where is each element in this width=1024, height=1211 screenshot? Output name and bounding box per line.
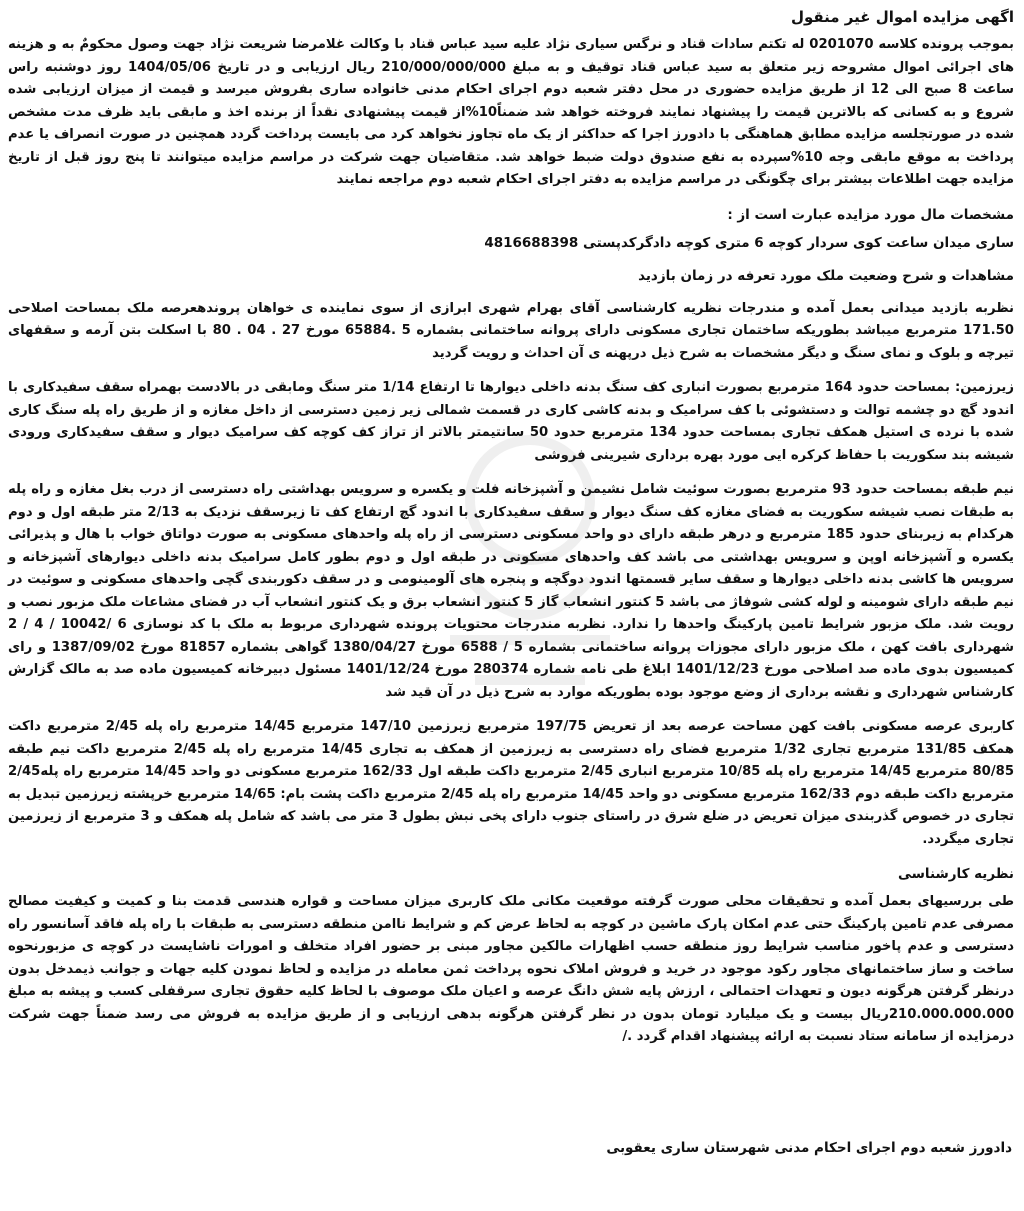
- expert-opinion-paragraph: طی بررسیهای بعمل آمده و تحقیقات محلی صورت گرفته موقعیت مکانی ملک کاربری میزان مساحت و قواره هندسی قدمت بنا و کمیت و کیفیت مصالح مصرفی عدم تامین پارکینگ حتی عدم امکان پارک ماشین در کوچه به لحاظ عرض کم و شرایط ناامن منطقه دسترسی به طبقات با راه پله فاقد آسانسور راه دسترسی و عدم پاخور مناسب شرایط روز منطقه حسب اظهارات مالکین مجاور مبنی بر حضور افراد متخلف و امورات ناشایست در کوچه ی مزبورنحوه ساخت و ساز ساختمانهای مجاور رکود موجود در خرید و فروش املاک نحوه پرداخت ثمن معامله در مزایده و لحاظ نمودن کلیه جهات و جوانب ذیمدخل بدون درنظر گرفتن هرگونه دیون و تعهدات احتمالی ، ارزش پایه شش دانگ عرصه و اعیان ملک موصوف با لحاظ کلیه حقوق تجاری سرقفلی کسب و پیشه به مبلغ 210.000.000.000ریال بیست و یک میلیارد تومان بدون در نظر گرفتن هرگونه بدهی ارزیابی و از طریق مزایده به فروش می رسد ضمناً جهت شرکت درمزایده از سامانه ستاد نسبت به ارائه پیشنهاد اقدام گردد ./: [8, 894, 1014, 1044]
- notice-intro-paragraph: بموجب پرونده کلاسه 0201070 له تکتم سادات قناد و نرگس سیاری نژاد علیه سید عباس قناد با وکالت غلامرضا شریعت نژاد جهت وصول محکومٌ به و هزینه های اجرائی اموال مشروحه زیر متعلق به سید عباس قناد توقیف و به مبلغ 210/000/000/000 ریال ارزیابی و در تاریخ 1404/05/06 روز دوشنبه راس ساعت 8 صبح الی 12 از طریق مزایده حضوری در محل دفتر شعبه دوم اجرای احکام مدنی خانواده ساری بفروش میرسد و قیمت از میزان ارزیابی شده شروع و به کسانی که بالاترین قیمت را پیشنهاد نمایند فروخته خواهد شد ضمناً10%از قیمت پیشنهادی نقداً از برنده اخذ و مابقی باید ظرف مدت مشخص شده در صورتجلسه مزایده مطابق هماهنگی با دادورز اجرا که حداکثر از یک ماه تجاوز نخواهد کرد می بایست پرداخت گردد همچنین در صورت انصراف یا عدم پرداخت به موقع مابقی وجه 10%سپرده به نفع صندوق دولت ضبط خواهد شد. متقاضیان جهت شرکت در مراسم مزایده میتوانند تا پنج روز قبل از تاریخ مزایده جهت اطلاعات بیشتر برای چگونگی در مراسم مزایده به دفتر اجرای احکام شعبه دوم مراجعه نمایند: [8, 37, 1015, 187]
- visit-intro-paragraph: نظربه بازدید میدانی بعمل آمده و مندرجات نظریه کارشناسی آقای بهرام شهری ابرازی از سوی نماینده ی خواهان پروندهعرصه ملک بمساحت اصلاحی 171.50 مترمربع میباشد بطوریکه ساختمان تجاری مسکونی دارای پروانه ساختمانی بشماره 5 .65884 مورخ 27 . 04 . 80 با اسکلت بتن آرمه و سقفهای تیرچه و بلوک و نمای سنگ و دیگر مشخصات به شرح ذیل درپهنه ی آن احداث و رویت گردید: [8, 300, 1014, 361]
- mezzanine-paragraph: نیم طبقه بمساحت حدود 93 مترمربع بصورت سوئیت شامل نشیمن و آشپزخانه فلت و یکسره و سرویس بهداشتی راه دسترسی از درب بغل مغازه و راه پله به طبقات نصب شیشه سکوریت به فضای مغازه کف سنگ دیوار و سقف سفیدکاری با اندود گچ ارتفاع کف تا زیرسقف نزدیک به 2/13 متر طبقه اول و دوم هرکدام به زیربنای حدود 185 مترمربع و درهر طبقه دارای دو واحد مسکونی دسترسی از راه پله واحدهای مسکونی به صورت دواتاق خواب با هال و پذیرائی یکسره و آشپزخانه اوپن و سرویس بهداشتی می باشد کف واحدهای مسکونی در طبقه اول و دوم بطور کامل سرامیک بدنه داخلی دیوارهای آشپزخانه و سرویس ها کاشی بدنه داخلی دیوارها و سقف سایر قسمتها اندود دوگچه و پنجره های آلومینومی و در سقف دکوربندی گچی واحدهای مسکونی و سوئیت در نیم طبقه دارای شومینه و لوله کشی شوفاژ می باشد 5 کنتور انشعاب گاز 5 کنتور انشعاب برق و یک کنتور انشعاب آب در فضای مشاعات ملک مزبور نصب و رویت شد. ملک مزبور شرایط تامین پارکینگ واحدها را ندارد. نظربه مندرجات محتویات پرونده شهرداری مربوط به ملک با کد نوسازی 6 /10042 / 4 / 2 شهرداری بافت کهن ، ملک مزبور دارای مجوزات پروانه ساختمانی بشماره 5 / 6588 مورخ 1380/04/27 گواهی بشماره 81857 مورخ 1387/09/02 و رای کمیسیون بدوی ماده صد اصلاحی مورخ 1401/12/23 ابلاغ طی نامه شماره 280374 مورخ 1401/12/24 مسئول دبیرخانه کمیسیون ماده صد به مالک گزارش کارشناس شهرداری و نقشه برداری از وضع موجود بوده بطوریکه موارد به شرح ذیل در آن قید شد: [8, 482, 1015, 700]
- property-address: ساری میدان ساعت کوی سردار کوچه 6 متری کوچه دادگرکدپستی 4816688398: [484, 234, 1014, 251]
- expert-heading: نظریه کارشناسی: [897, 866, 1014, 882]
- specs-heading: مشخصات مال مورد مزایده عبارت است از :: [727, 206, 1014, 223]
- usage-paragraph: کاربری عرصه مسکونی بافت کهن مساحت عرصه بعد از تعریض 197/75 مترمربع زیرزمین 147/10 مترمربع 14/45 مترمربع راه پله 2/45 مترمربع داکت همکف 131/85 مترمربع تجاری 1/32 مترمربع فضای راه دسترسی به زیرزمین از همکف به تجاری 14/45 مترمربع راه پله 2/45 مترمربع داکت نیم طبقه 80/85 مترمربع 14/45 مترمربع راه پله 10/85 مترمربع انباری 2/45 مترمربع داکت طبقه اول 162/33 مترمربع مسکونی دو واحد 14/45 مترمربع راه پله2/45 مترمربع داکت طبقه دوم 162/33 مترمربع مسکونی دو واحد 14/45 مترمربع راه پله 2/45 مترمربع داکت پشت بام: 14/65 مترمربع خرپشته زیرزمین تبدیل به تجاری در خصوص گذربندی میزان تعریض در ضلع شرق در راستای جنوب دارای پخی نبش بطول 3 متر می باشد که شامل پله همکف و 3 مترمربع از زیرزمین تجاری میگردد.: [8, 719, 1015, 847]
- notice-title: اگهی مزایده اموال غیر منقول: [790, 8, 1014, 26]
- signature-line: دادورز شعبه دوم اجرای احکام مدنی شهرستان ساری یعقوبی: [606, 1140, 1012, 1156]
- basement-paragraph: زیرزمین: بمساحت حدود 164 مترمربع بصورت انباری کف سنگ بدنه داخلی دیوارها تا ارتفاع 1/14 متر سنگ ومابقی در بالادست بهمراه سقف سفیدکاری با اندود گچ دو چشمه توالت و دستشوئی با کف سرامیک و بدنه کاشی کاری در قسمت شمالی زیر زمین دسترسی از داخل مغازه و از طریق راه پله سنگ کاری شده با نرده ی استیل همکف تجاری بمساحت حدود 134 مترمربع حدود 50 سانتیمتر بالاتر از تراز کف کوچه کف سرامیک دیوار و سقف سفیدکاری ورودی شیشه بند سکوریت با حفاظ کرکره ایی مورد بهره برداری شیرینی فروشی: [8, 380, 1014, 463]
- visit-heading: مشاهدات و شرح وضعیت ملک مورد تعرفه در زمان بازدید: [638, 267, 1014, 284]
